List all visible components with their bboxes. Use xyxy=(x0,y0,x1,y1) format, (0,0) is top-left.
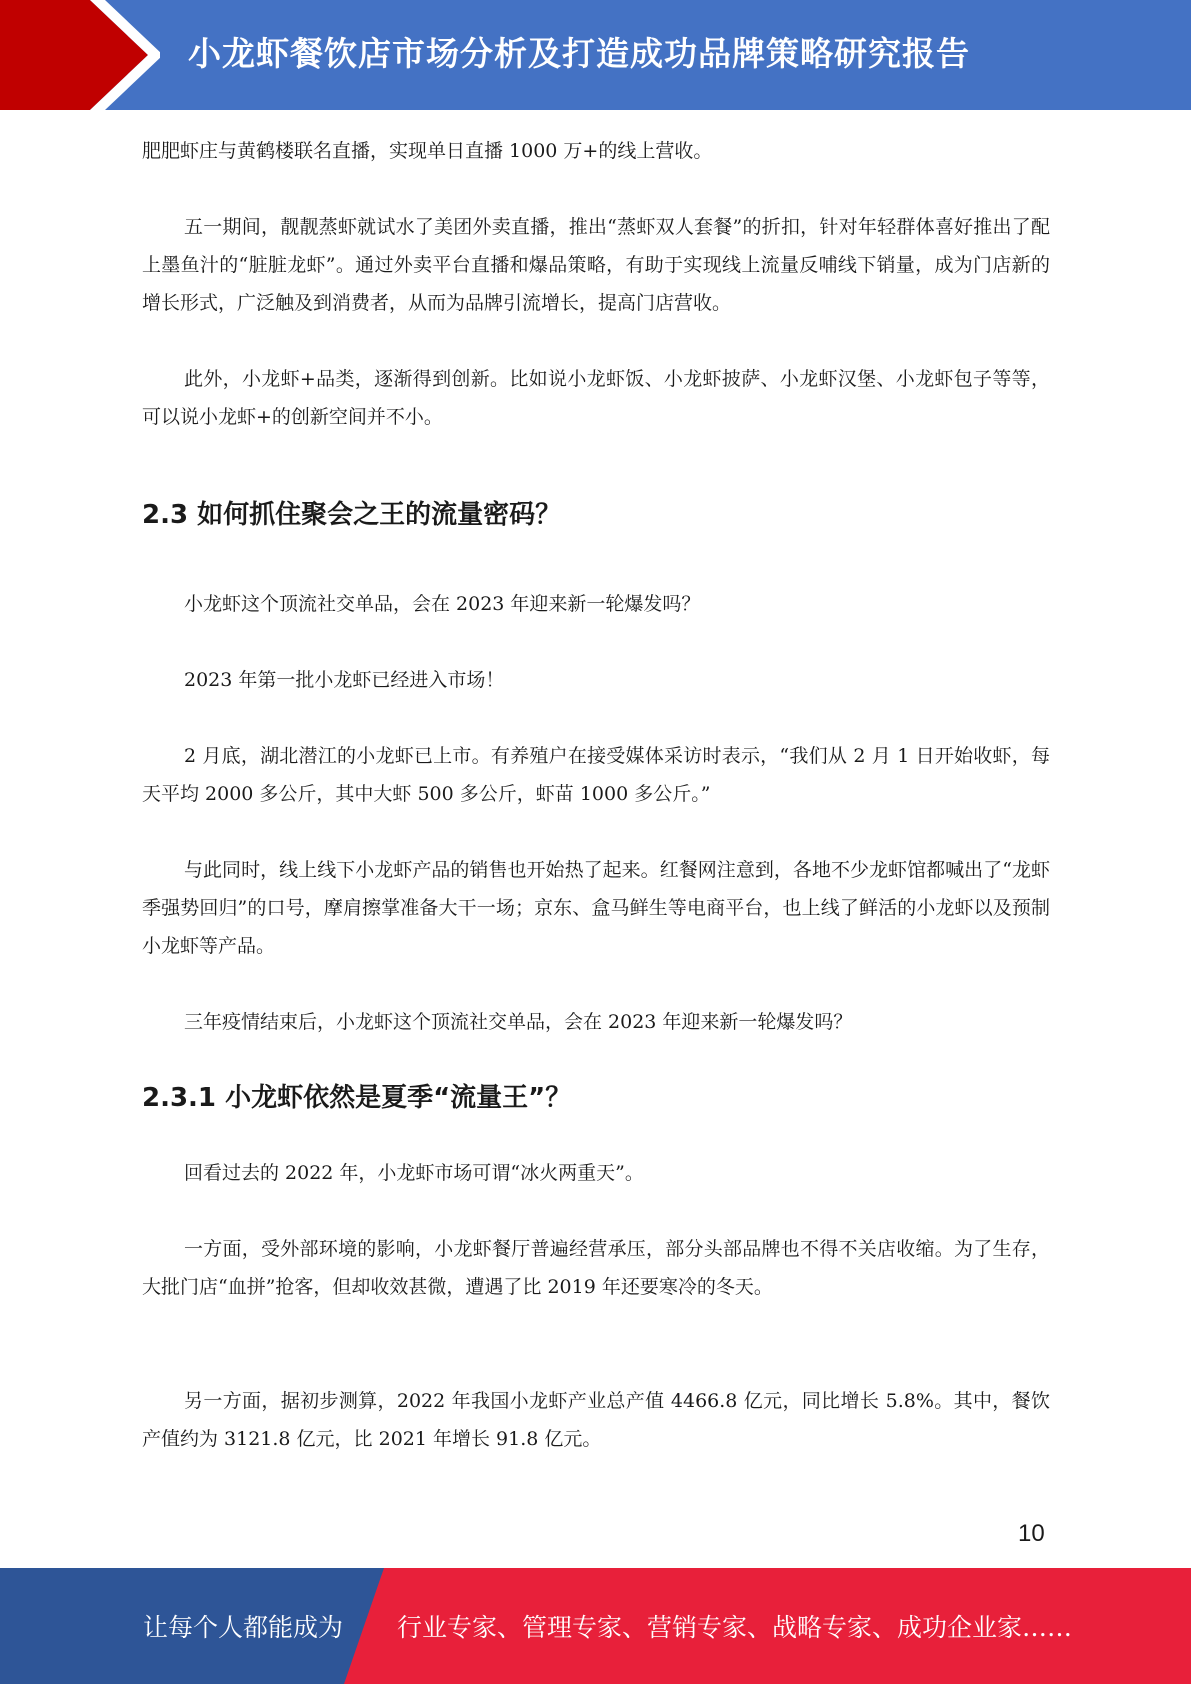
paragraph: 此外，小龙虾+品类，逐渐得到创新。比如说小龙虾饭、小龙虾披萨、小龙虾汉堡、小龙虾包子等等，可以说小龙虾+的创新空间并不小。 xyxy=(142,368,1050,428)
header-band xyxy=(0,0,1191,110)
document-body xyxy=(142,132,1050,1458)
header-arrow-icon xyxy=(0,0,160,110)
paragraph: 另一方面，据初步测算，2022 年我国小龙虾产业总产值 4466.8 亿元，同比增长 5.8%。其中，餐饮产值约为 3121.8 亿元，比 2021 年增长 91.8 亿元。 xyxy=(142,1390,1050,1450)
paragraph: 与此同时，线上线下小龙虾产品的销售也开始热了起来。红餐网注意到，各地不少龙虾馆都喊出了“龙虾季强势回归”的口号，摩肩擦掌准备大干一场；京东、盒马鲜生等电商平台，也上线了鲜活的小龙虾以及预制小龙虾等产品。 xyxy=(142,859,1050,957)
section-heading-2-3-1: 2.3.1 小龙虾依然是夏季“流量王”？ xyxy=(142,1083,572,1113)
footer-slogan-left: 让每个人都能成为 xyxy=(143,1613,344,1642)
footer-slogan-right: 行业专家、管理专家、营销专家、战略专家、成功企业家…… xyxy=(397,1613,1073,1642)
paragraph: 2 月底，湖北潜江的小龙虾已上市。有养殖户在接受媒体采访时表示，“我们从 2 月 1 日开始收虾，每天平均 2000 多公斤，其中大虾 500 多公斤，虾苗 1000 多公斤。” xyxy=(142,745,1050,805)
document-title: 小龙虾餐饮店市场分析及打造成功品牌策略研究报告 xyxy=(188,34,970,73)
paragraph: 回看过去的 2022 年，小龙虾市场可谓“冰火两重天”。 xyxy=(184,1162,644,1184)
paragraph: 三年疫情结束后，小龙虾这个顶流社交单品，会在 2023 年迎来新一轮爆发吗？ xyxy=(184,1011,853,1033)
section-heading-2-3: 2.3 如何抓住聚会之王的流量密码？ xyxy=(142,500,562,530)
paragraph: 小龙虾这个顶流社交单品，会在 2023 年迎来新一轮爆发吗？ xyxy=(184,593,701,615)
paragraph: 一方面，受外部环境的影响，小龙虾餐厅普遍经营承压，部分头部品牌也不得不关店收缩。为了生存，大批门店“血拼”抢客，但却收效甚微，遭遇了比 2019 年还要寒冷的冬天。 xyxy=(142,1238,1050,1298)
page-number: 10 xyxy=(1018,1520,1045,1547)
footer-band xyxy=(0,1568,1191,1684)
paragraph: 2023 年第一批小龙虾已经进入市场！ xyxy=(184,669,505,691)
paragraph: 五一期间，靓靓蒸虾就试水了美团外卖直播，推出“蒸虾双人套餐”的折扣，针对年轻群体喜好推出了配上墨鱼汁的“脏脏龙虾”。通过外卖平台直播和爆品策略，有助于实现线上流量反哺线下销量，成为门店新的增长形式，广泛触及到消费者，从而为品牌引流增长，提高门店营收。 xyxy=(142,216,1050,314)
paragraph: 肥肥虾庄与黄鹤楼联名直播，实现单日直播 1000 万+的线上营收。 xyxy=(142,140,713,162)
